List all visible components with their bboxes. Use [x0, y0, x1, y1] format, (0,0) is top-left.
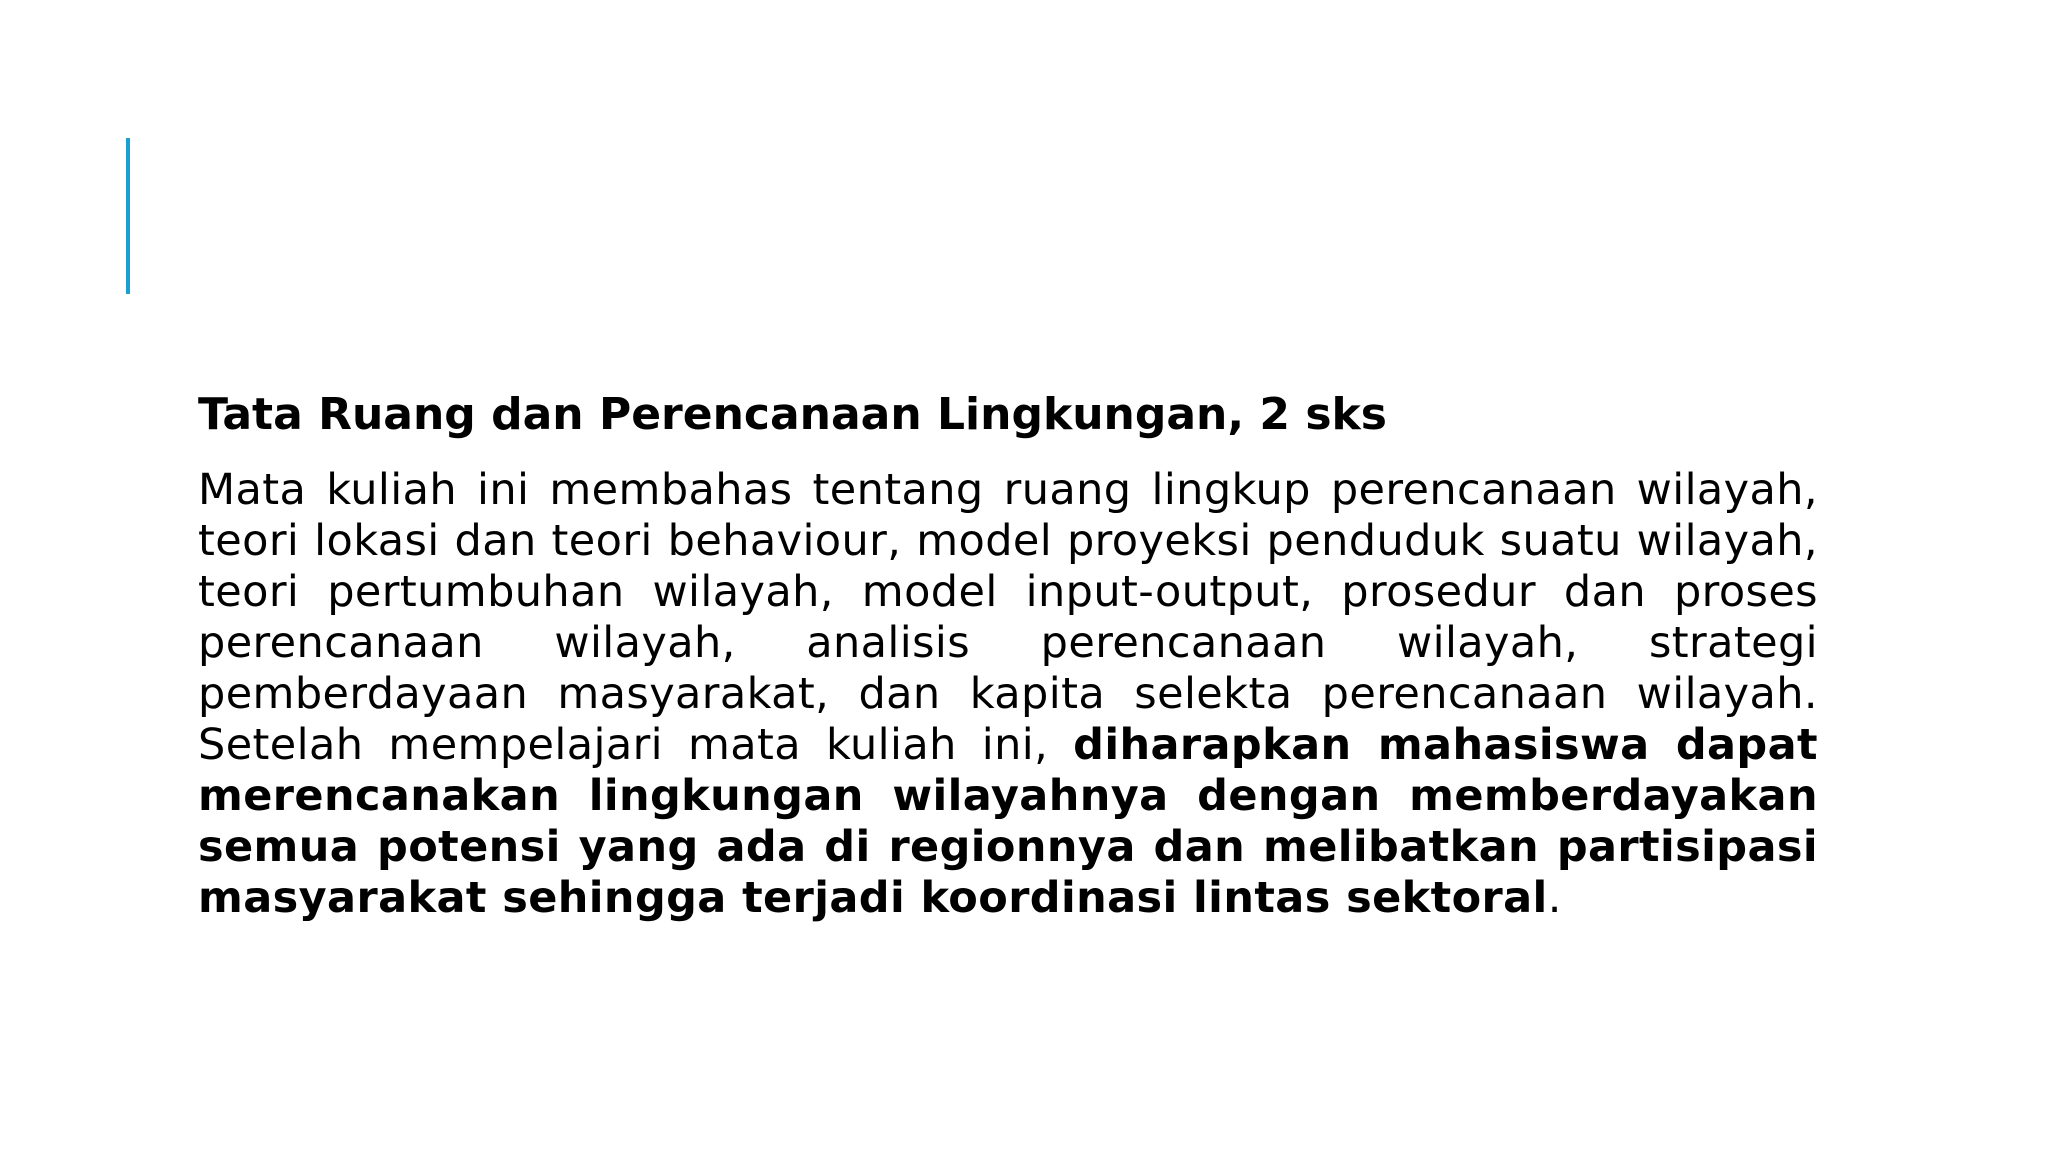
description-end-text: .: [1547, 873, 1562, 923]
accent-bar: [126, 138, 130, 294]
course-description: [198, 465, 1818, 924]
course-heading: Tata Ruang dan Perencanaan Lingkungan, 2 sks: [198, 389, 1387, 440]
description-bold-text: diharapkan mahasiswa dapat merencanakan lingkungan wilayahnya dengan memberdayakan semua potensi yang ada di regionnya dan melibatkan partisipasi masyarakat sehingga terjadi koordinasi lintas sektoral: [198, 720, 1818, 923]
description-regular-text: Mata kuliah ini membahas tentang ruang lingkup perencanaan wilayah, teori lokasi dan teori behaviour, model proyeksi penduduk suatu wilayah, teori pertumbuhan wilayah, model input-output, prosedur dan proses perencanaan wilayah, analisis perencanaan wilayah, strategi pemberdayaan masyarakat, dan kapita selekta perencanaan wilayah. Setelah mempelajari mata kuliah ini,: [198, 465, 1818, 770]
slide-title-area: [160, 138, 1820, 294]
slide-content: [198, 385, 1818, 924]
